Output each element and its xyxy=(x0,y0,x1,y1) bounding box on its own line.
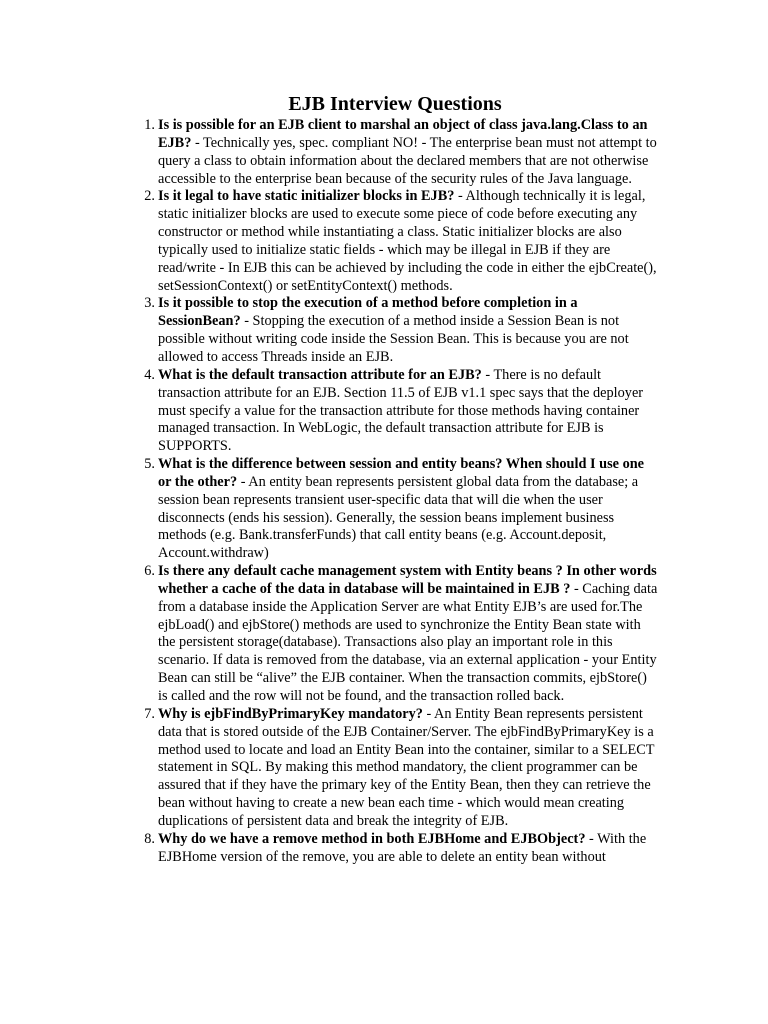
item-number: 7. xyxy=(144,705,155,722)
answer-text: - With the EJBHome version of the remove, you are able to delete an entity bean without xyxy=(158,830,647,865)
answer-text: - Caching data from a database inside the Application Server are what Entity EJB’s are used for.The ejbLoad() and ejbStore() methods are used to synchronize the Entity Bean state with the persistent storage(database). Transactions also play an important role in this scenario. If data is removed from the database, via an external application - your Entity Bean can still be “alive” the EJB container. When the transaction commits, ejbStore() is called and the row will not be found, and the transaction rolled back. xyxy=(158,580,658,704)
question-text: What is the default transaction attribute for an EJB? xyxy=(158,366,482,383)
item-number: 8. xyxy=(144,830,155,847)
question-text: What is the difference between session and entity beans? When should I use one or the other? xyxy=(158,456,645,490)
list-item xyxy=(144,563,658,706)
item-number: 2. xyxy=(144,188,155,205)
question-text: Is is possible for an EJB client to marshal an object of class java.lang.Class to an EJB? xyxy=(158,117,648,151)
item-number: 3. xyxy=(144,295,155,312)
answer-text: - Stopping the execution of a method inside a Session Bean is not possible without writing code inside the Session Bean. This is because you are not allowed to access Threads inside an EJB. xyxy=(158,313,629,365)
item-number: 6. xyxy=(144,563,155,580)
question-text: Is it legal to have static initializer blocks in EJB? xyxy=(158,188,455,205)
list-item xyxy=(144,366,658,456)
list-item xyxy=(144,295,658,366)
question-text: Is it possible to stop the execution of a method before completion in a SessionBean? xyxy=(158,295,578,330)
list-item xyxy=(144,456,658,563)
answer-text: - An entity bean represents persistent global data from the database; a session bean represents transient user-specific data that will die when the user disconnects (ends his session). Generally, the session beans implement business methods (e.g. Bank.transferFunds) that call entity beans (e.g. Account.deposit, Account.withdraw) xyxy=(158,473,639,562)
list-item xyxy=(144,705,658,831)
question-text: Why do we have a remove method in both EJBHome and EJBObject? xyxy=(158,830,586,847)
answer-text: - There is no default transaction attribute for an EJB. Section 11.5 of EJB v1.1 spec says that the deployer must specify a value for the transaction attribute for those methods having container managed transaction. In WebLogic, the default transaction attribute for EJB is SUPPORTS. xyxy=(158,366,644,455)
item-number: 1. xyxy=(144,117,155,133)
answer-text: - Technically yes, spec. compliant NO! - The enterprise bean must not attempt to query a class to obtain information about the declared members that are not otherwise accessible to the enterprise bean because of the security rules of the Java language. xyxy=(158,134,657,187)
question-text: Is there any default cache management system with Entity beans ? In other words whether a cache of the data in database will be maintained in EJB ? xyxy=(158,563,657,597)
question-list xyxy=(144,117,658,866)
list-item xyxy=(144,117,658,188)
item-number: 4. xyxy=(144,366,155,383)
list-item xyxy=(144,830,658,867)
question-text: Why is ejbFindByPrimaryKey mandatory? xyxy=(158,705,423,722)
answer-text: - An Entity Bean represents persistent data that is stored outside of the EJB Container/Server. The ejbFindByPrimaryKey is a method used to locate and load an Entity Bean into the container, similar to a SELECT statement in SQL. By making this method mandatory, the client programmer can be assured that if they have the primary key of the Entity Bean, then they can retrieve the bean without having to create a new bean each time - which would mean creating duplications of persistent data and break the integrity of EJB. xyxy=(158,705,655,829)
answer-text: - Although technically it is legal, static initializer blocks are used to execute some piece of code before executing any constructor or method while instantiating a class. Static initializer blocks are also typically used to initialize static fields - which may be illegal in EJB if they are read/write - In EJB this can be achieved by including the code in either the ejbCreate(), setSessionContext() or setEntityContext() methods. xyxy=(158,188,657,294)
page-title: EJB Interview Questions xyxy=(288,93,502,115)
item-number: 5. xyxy=(144,456,155,473)
list-item xyxy=(144,188,658,295)
